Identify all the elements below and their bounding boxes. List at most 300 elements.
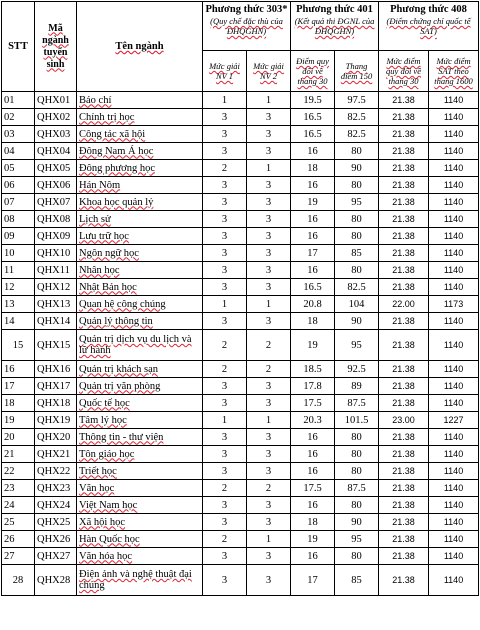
cell-pt408-sat: 1140 xyxy=(429,228,479,245)
cell-pt303-nv1: 3 xyxy=(203,245,247,262)
cell-ma-nganh: QHX27 xyxy=(35,548,77,565)
cell-pt303-nv1: 3 xyxy=(203,211,247,228)
table-row xyxy=(2,262,479,279)
cell-stt: 11 xyxy=(2,262,35,279)
table-body xyxy=(2,92,479,596)
cell-pt303-nv1: 3 xyxy=(203,514,247,531)
cell-ma-nganh: QHX20 xyxy=(35,429,77,446)
pt408-title: Phương thức 408 xyxy=(390,4,467,15)
table-row xyxy=(2,514,479,531)
cell-pt408-thang30: 21.38 xyxy=(379,497,429,514)
cell-ma-nganh: QHX17 xyxy=(35,378,77,395)
cell-pt401-thang30: 16.5 xyxy=(291,109,335,126)
cell-pt303-nv1: 1 xyxy=(203,412,247,429)
cell-pt408-sat: 1140 xyxy=(429,395,479,412)
cell-pt303-nv2: 1 xyxy=(247,160,291,177)
cell-pt401-thang30: 19.5 xyxy=(291,92,335,109)
cell-pt401-thang150: 85 xyxy=(335,565,379,596)
cell-pt408-sat: 1140 xyxy=(429,245,479,262)
pt408-col2: Mức điểm SAT theo thang 1600 xyxy=(429,51,479,92)
table-row xyxy=(2,361,479,378)
cell-pt303-nv1: 3 xyxy=(203,429,247,446)
cell-pt303-nv2: 1 xyxy=(247,296,291,313)
table-row xyxy=(2,143,479,160)
cell-pt408-thang30: 23.00 xyxy=(379,412,429,429)
cell-ma-nganh: QHX26 xyxy=(35,531,77,548)
cell-stt: 02 xyxy=(2,109,35,126)
cell-pt303-nv2: 1 xyxy=(247,412,291,429)
cell-stt: 06 xyxy=(2,177,35,194)
cell-stt: 27 xyxy=(2,548,35,565)
cell-pt408-thang30: 21.38 xyxy=(379,228,429,245)
cell-pt303-nv2: 2 xyxy=(247,330,291,361)
cell-pt408-sat: 1140 xyxy=(429,361,479,378)
cell-pt401-thang30: 17 xyxy=(291,565,335,596)
table-row xyxy=(2,177,479,194)
cell-ten-nganh: Tâm lý học xyxy=(77,412,203,429)
cell-ten-nganh: Lưu trữ học xyxy=(77,228,203,245)
cell-pt303-nv2: 3 xyxy=(247,177,291,194)
table-row xyxy=(2,211,479,228)
cell-pt401-thang30: 18 xyxy=(291,313,335,330)
cell-pt401-thang150: 104 xyxy=(335,296,379,313)
cell-pt408-thang30: 21.38 xyxy=(379,480,429,497)
cell-pt401-thang30: 16 xyxy=(291,446,335,463)
table-row xyxy=(2,378,479,395)
cell-pt401-thang30: 20.8 xyxy=(291,296,335,313)
cell-pt401-thang150: 89 xyxy=(335,378,379,395)
cell-pt303-nv1: 3 xyxy=(203,228,247,245)
cell-pt303-nv1: 3 xyxy=(203,194,247,211)
cell-pt408-thang30: 21.38 xyxy=(379,245,429,262)
cell-pt408-thang30: 21.38 xyxy=(379,109,429,126)
cell-pt408-thang30: 21.38 xyxy=(379,395,429,412)
cell-pt408-sat: 1140 xyxy=(429,194,479,211)
cell-pt408-thang30: 21.38 xyxy=(379,211,429,228)
cell-pt303-nv2: 3 xyxy=(247,126,291,143)
cell-ten-nganh: Báo chí xyxy=(77,92,203,109)
cell-pt401-thang150: 80 xyxy=(335,177,379,194)
cell-ten-nganh: Chính trị học xyxy=(77,109,203,126)
cell-pt303-nv2: 2 xyxy=(247,361,291,378)
cell-ma-nganh: QHX14 xyxy=(35,313,77,330)
cell-ten-nganh: Quan hệ công chúng xyxy=(77,296,203,313)
cell-pt401-thang30: 18 xyxy=(291,160,335,177)
cell-ten-nganh: Xã hội học xyxy=(77,514,203,531)
table-row xyxy=(2,497,479,514)
cell-pt303-nv1: 3 xyxy=(203,497,247,514)
cell-pt401-thang150: 90 xyxy=(335,514,379,531)
cell-pt408-sat: 1140 xyxy=(429,109,479,126)
pt401-col2: Thang điểm 150 xyxy=(335,51,379,92)
cell-pt303-nv2: 3 xyxy=(247,211,291,228)
cell-pt401-thang30: 16 xyxy=(291,262,335,279)
cell-pt303-nv2: 3 xyxy=(247,514,291,531)
table-row xyxy=(2,313,479,330)
cell-ten-nganh: Nhân học xyxy=(77,262,203,279)
cell-ten-nganh: Việt Nam học xyxy=(77,497,203,514)
cell-pt408-sat: 1140 xyxy=(429,378,479,395)
cell-pt401-thang150: 90 xyxy=(335,160,379,177)
cell-pt408-sat: 1140 xyxy=(429,211,479,228)
cell-pt408-thang30: 22.00 xyxy=(379,296,429,313)
cell-ma-nganh: QHX18 xyxy=(35,395,77,412)
cell-stt: 09 xyxy=(2,228,35,245)
cell-ma-nganh: QHX03 xyxy=(35,126,77,143)
cell-ten-nganh: Đông phương học xyxy=(77,160,203,177)
cell-stt: 28 xyxy=(2,565,35,596)
header-pt408 xyxy=(379,2,479,51)
cell-stt: 16 xyxy=(2,361,35,378)
table-row xyxy=(2,92,479,109)
cell-pt401-thang30: 20.3 xyxy=(291,412,335,429)
cell-pt303-nv2: 3 xyxy=(247,279,291,296)
cell-pt303-nv1: 3 xyxy=(203,378,247,395)
cell-ma-nganh: QHX19 xyxy=(35,412,77,429)
cell-pt401-thang30: 19 xyxy=(291,330,335,361)
cell-pt401-thang150: 80 xyxy=(335,548,379,565)
cell-pt401-thang30: 16 xyxy=(291,211,335,228)
cell-pt401-thang150: 95 xyxy=(335,531,379,548)
cell-ma-nganh: QHX04 xyxy=(35,143,77,160)
cell-pt408-thang30: 21.38 xyxy=(379,177,429,194)
cell-ma-nganh: QHX25 xyxy=(35,514,77,531)
cell-pt303-nv2: 3 xyxy=(247,262,291,279)
cell-pt408-sat: 1140 xyxy=(429,262,479,279)
table-row xyxy=(2,412,479,429)
cell-pt401-thang150: 90 xyxy=(335,313,379,330)
cell-pt303-nv2: 3 xyxy=(247,463,291,480)
cell-ten-nganh: Quản trị dịch vụ du lịch và lữ hành xyxy=(77,330,203,361)
cell-stt: 03 xyxy=(2,126,35,143)
table-row xyxy=(2,446,479,463)
admission-table xyxy=(1,1,479,596)
cell-pt401-thang150: 80 xyxy=(335,497,379,514)
cell-ma-nganh: QHX24 xyxy=(35,497,77,514)
cell-pt408-sat: 1227 xyxy=(429,412,479,429)
cell-pt303-nv1: 3 xyxy=(203,279,247,296)
cell-ma-nganh: QHX12 xyxy=(35,279,77,296)
cell-pt303-nv2: 3 xyxy=(247,548,291,565)
cell-pt303-nv2: 3 xyxy=(247,429,291,446)
cell-ten-nganh: Lịch sử xyxy=(77,211,203,228)
cell-pt303-nv1: 2 xyxy=(203,361,247,378)
cell-ten-nganh: Điện ảnh và nghệ thuật đại chúng xyxy=(77,565,203,596)
cell-ma-nganh: QHX10 xyxy=(35,245,77,262)
cell-pt408-sat: 1140 xyxy=(429,92,479,109)
cell-pt401-thang30: 17.5 xyxy=(291,480,335,497)
cell-stt: 20 xyxy=(2,429,35,446)
pt303-subtitle: (Quy chế đặc thù của ĐHQGHN) xyxy=(210,16,283,36)
cell-pt408-thang30: 21.38 xyxy=(379,531,429,548)
cell-ten-nganh: Ngôn ngữ học xyxy=(77,245,203,262)
cell-pt401-thang150: 80 xyxy=(335,446,379,463)
cell-pt401-thang150: 87.5 xyxy=(335,395,379,412)
cell-pt303-nv1: 3 xyxy=(203,463,247,480)
cell-ten-nganh: Hán Nôm xyxy=(77,177,203,194)
cell-pt408-sat: 1140 xyxy=(429,531,479,548)
cell-ten-nganh: Quốc tế học xyxy=(77,395,203,412)
cell-pt303-nv2: 3 xyxy=(247,228,291,245)
table-row xyxy=(2,126,479,143)
cell-pt303-nv2: 3 xyxy=(247,378,291,395)
cell-pt408-thang30: 21.38 xyxy=(379,565,429,596)
cell-ten-nganh: Tôn giáo học xyxy=(77,446,203,463)
cell-stt: 04 xyxy=(2,143,35,160)
cell-stt: 12 xyxy=(2,279,35,296)
table-row xyxy=(2,245,479,262)
cell-pt401-thang150: 95 xyxy=(335,330,379,361)
cell-pt401-thang30: 17 xyxy=(291,245,335,262)
cell-pt408-thang30: 21.38 xyxy=(379,463,429,480)
cell-stt: 10 xyxy=(2,245,35,262)
cell-pt408-thang30: 21.38 xyxy=(379,313,429,330)
cell-pt401-thang150: 92.5 xyxy=(335,361,379,378)
cell-pt303-nv1: 3 xyxy=(203,126,247,143)
cell-pt303-nv2: 3 xyxy=(247,143,291,160)
cell-stt: 13 xyxy=(2,296,35,313)
cell-ma-nganh: QHX02 xyxy=(35,109,77,126)
cell-pt401-thang150: 95 xyxy=(335,194,379,211)
cell-pt303-nv1: 3 xyxy=(203,446,247,463)
cell-pt408-sat: 1140 xyxy=(429,446,479,463)
cell-ma-nganh: QHX09 xyxy=(35,228,77,245)
cell-pt408-thang30: 21.38 xyxy=(379,361,429,378)
cell-pt303-nv1: 3 xyxy=(203,395,247,412)
cell-pt303-nv1: 2 xyxy=(203,160,247,177)
cell-pt401-thang30: 18.5 xyxy=(291,361,335,378)
cell-pt401-thang150: 82.5 xyxy=(335,126,379,143)
cell-ten-nganh: Thông tin - thư viện xyxy=(77,429,203,446)
table-row xyxy=(2,565,479,596)
cell-pt401-thang30: 16.5 xyxy=(291,126,335,143)
cell-ma-nganh: QHX28 xyxy=(35,565,77,596)
cell-pt408-sat: 1140 xyxy=(429,548,479,565)
pt408-col1: Mức điểm quy đổi về thang 30 xyxy=(379,51,429,92)
cell-pt408-sat: 1173 xyxy=(429,296,479,313)
cell-pt408-sat: 1140 xyxy=(429,429,479,446)
cell-pt401-thang30: 16.5 xyxy=(291,279,335,296)
table-row xyxy=(2,531,479,548)
cell-pt408-thang30: 21.38 xyxy=(379,330,429,361)
header-pt401 xyxy=(291,2,379,51)
cell-ten-nganh: Quản trị văn phòng xyxy=(77,378,203,395)
cell-pt408-thang30: 21.38 xyxy=(379,514,429,531)
cell-pt303-nv1: 2 xyxy=(203,531,247,548)
cell-pt408-thang30: 21.38 xyxy=(379,262,429,279)
cell-stt: 25 xyxy=(2,514,35,531)
cell-ma-nganh: QHX05 xyxy=(35,160,77,177)
cell-pt401-thang30: 19 xyxy=(291,531,335,548)
cell-pt303-nv2: 3 xyxy=(247,245,291,262)
header-pt303 xyxy=(203,2,291,51)
cell-ma-nganh: QHX23 xyxy=(35,480,77,497)
pt408-subtitle: (Điểm chứng chỉ quốc tế SAT) xyxy=(386,16,471,36)
cell-ma-nganh: QHX13 xyxy=(35,296,77,313)
cell-ten-nganh: Văn học xyxy=(77,480,203,497)
cell-pt408-thang30: 21.38 xyxy=(379,160,429,177)
pt401-col1: Điểm quy đổi về thang 30 xyxy=(291,51,335,92)
cell-pt303-nv2: 1 xyxy=(247,531,291,548)
cell-pt408-thang30: 21.38 xyxy=(379,446,429,463)
cell-pt408-sat: 1140 xyxy=(429,143,479,160)
cell-pt401-thang30: 18 xyxy=(291,514,335,531)
cell-ten-nganh: Khoa học quản lý xyxy=(77,194,203,211)
cell-ma-nganh: QHX22 xyxy=(35,463,77,480)
cell-pt303-nv1: 3 xyxy=(203,143,247,160)
cell-pt303-nv1: 3 xyxy=(203,109,247,126)
cell-pt303-nv2: 3 xyxy=(247,395,291,412)
cell-ma-nganh: QHX16 xyxy=(35,361,77,378)
cell-pt303-nv1: 3 xyxy=(203,548,247,565)
cell-pt401-thang150: 80 xyxy=(335,463,379,480)
cell-pt408-sat: 1140 xyxy=(429,565,479,596)
cell-ma-nganh: QHX06 xyxy=(35,177,77,194)
cell-pt408-thang30: 21.38 xyxy=(379,194,429,211)
table-row xyxy=(2,463,479,480)
cell-stt: 26 xyxy=(2,531,35,548)
table-row xyxy=(2,429,479,446)
cell-stt: 01 xyxy=(2,92,35,109)
cell-pt401-thang150: 80 xyxy=(335,143,379,160)
cell-pt303-nv2: 3 xyxy=(247,565,291,596)
cell-pt303-nv1: 3 xyxy=(203,262,247,279)
cell-ten-nganh: Triết học xyxy=(77,463,203,480)
pt303-col2: Mức giải NV 2 xyxy=(247,51,291,92)
cell-pt401-thang150: 87.5 xyxy=(335,480,379,497)
cell-ma-nganh: QHX01 xyxy=(35,92,77,109)
table-row xyxy=(2,109,479,126)
admission-table-container xyxy=(1,1,479,596)
cell-pt408-thang30: 21.38 xyxy=(379,92,429,109)
cell-ten-nganh: Đông Nam Á học xyxy=(77,143,203,160)
table-row xyxy=(2,548,479,565)
cell-pt303-nv1: 1 xyxy=(203,296,247,313)
cell-pt401-thang30: 17.8 xyxy=(291,378,335,395)
pt303-title: Phương thức 303* xyxy=(205,4,288,15)
pt401-title: Phương thức 401 xyxy=(296,4,373,15)
cell-stt: 23 xyxy=(2,480,35,497)
cell-pt401-thang30: 16 xyxy=(291,228,335,245)
cell-pt408-sat: 1140 xyxy=(429,313,479,330)
cell-pt408-sat: 1140 xyxy=(429,514,479,531)
cell-pt401-thang30: 19 xyxy=(291,194,335,211)
cell-pt401-thang150: 80 xyxy=(335,429,379,446)
cell-pt401-thang150: 82.5 xyxy=(335,109,379,126)
cell-stt: 21 xyxy=(2,446,35,463)
cell-stt: 08 xyxy=(2,211,35,228)
header-stt: STT xyxy=(2,2,35,92)
table-row xyxy=(2,160,479,177)
cell-pt408-thang30: 21.38 xyxy=(379,378,429,395)
cell-pt408-sat: 1140 xyxy=(429,177,479,194)
cell-stt: 05 xyxy=(2,160,35,177)
cell-pt408-thang30: 21.38 xyxy=(379,548,429,565)
cell-pt303-nv1: 3 xyxy=(203,177,247,194)
cell-pt303-nv2: 3 xyxy=(247,497,291,514)
cell-pt408-sat: 1140 xyxy=(429,330,479,361)
cell-pt401-thang150: 80 xyxy=(335,211,379,228)
cell-pt303-nv2: 3 xyxy=(247,313,291,330)
cell-stt: 24 xyxy=(2,497,35,514)
header-ten-nganh: Tên ngành xyxy=(77,2,203,92)
cell-ten-nganh: Quản trị khách sạn xyxy=(77,361,203,378)
cell-ten-nganh: Công tác xã hội xyxy=(77,126,203,143)
cell-pt401-thang30: 16 xyxy=(291,143,335,160)
cell-pt408-sat: 1140 xyxy=(429,463,479,480)
table-row xyxy=(2,279,479,296)
cell-pt401-thang150: 82.5 xyxy=(335,279,379,296)
cell-pt401-thang30: 16 xyxy=(291,177,335,194)
cell-pt408-sat: 1140 xyxy=(429,480,479,497)
cell-pt408-sat: 1140 xyxy=(429,497,479,514)
cell-pt303-nv2: 3 xyxy=(247,109,291,126)
cell-pt401-thang150: 80 xyxy=(335,262,379,279)
pt303-col1: Mức giải NV 1 xyxy=(203,51,247,92)
cell-ma-nganh: QHX21 xyxy=(35,446,77,463)
cell-pt408-sat: 1140 xyxy=(429,160,479,177)
cell-stt: 07 xyxy=(2,194,35,211)
cell-ten-nganh: Văn hóa học xyxy=(77,548,203,565)
cell-ma-nganh: QHX11 xyxy=(35,262,77,279)
cell-pt401-thang150: 101.5 xyxy=(335,412,379,429)
cell-ten-nganh: Quản lý thông tin xyxy=(77,313,203,330)
cell-pt401-thang30: 16 xyxy=(291,548,335,565)
header-row-top xyxy=(2,2,479,51)
table-row xyxy=(2,395,479,412)
cell-pt408-thang30: 21.38 xyxy=(379,126,429,143)
cell-pt408-sat: 1140 xyxy=(429,126,479,143)
cell-ma-nganh: QHX07 xyxy=(35,194,77,211)
cell-pt401-thang150: 85 xyxy=(335,245,379,262)
cell-pt408-thang30: 21.38 xyxy=(379,279,429,296)
cell-pt408-sat: 1140 xyxy=(429,279,479,296)
cell-pt303-nv2: 2 xyxy=(247,480,291,497)
pt401-subtitle: (Kết quả thi ĐGNL của ĐHQGHN) xyxy=(294,16,375,36)
header-ma-nganh: Mã ngành tuyển sinh xyxy=(35,2,77,92)
cell-pt303-nv1: 2 xyxy=(203,480,247,497)
cell-pt303-nv2: 1 xyxy=(247,92,291,109)
cell-pt401-thang30: 16 xyxy=(291,463,335,480)
table-row xyxy=(2,296,479,313)
cell-pt303-nv1: 1 xyxy=(203,92,247,109)
cell-pt401-thang30: 17.5 xyxy=(291,395,335,412)
cell-pt303-nv1: 3 xyxy=(203,565,247,596)
cell-pt303-nv2: 3 xyxy=(247,194,291,211)
cell-pt408-thang30: 21.38 xyxy=(379,429,429,446)
cell-pt408-thang30: 21.38 xyxy=(379,143,429,160)
cell-stt: 19 xyxy=(2,412,35,429)
cell-stt: 22 xyxy=(2,463,35,480)
cell-stt: 18 xyxy=(2,395,35,412)
cell-ten-nganh: Nhật Bản học xyxy=(77,279,203,296)
table-row xyxy=(2,228,479,245)
cell-pt303-nv1: 3 xyxy=(203,313,247,330)
table-row xyxy=(2,194,479,211)
cell-stt: 14 xyxy=(2,313,35,330)
cell-pt401-thang150: 97.5 xyxy=(335,92,379,109)
cell-ma-nganh: QHX08 xyxy=(35,211,77,228)
cell-ma-nganh: QHX15 xyxy=(35,330,77,361)
table-row xyxy=(2,330,479,361)
cell-pt401-thang30: 16 xyxy=(291,429,335,446)
cell-stt: 17 xyxy=(2,378,35,395)
cell-pt303-nv1: 2 xyxy=(203,330,247,361)
cell-pt303-nv2: 3 xyxy=(247,446,291,463)
cell-pt401-thang150: 80 xyxy=(335,228,379,245)
cell-stt: 15 xyxy=(2,330,35,361)
cell-pt401-thang30: 16 xyxy=(291,497,335,514)
